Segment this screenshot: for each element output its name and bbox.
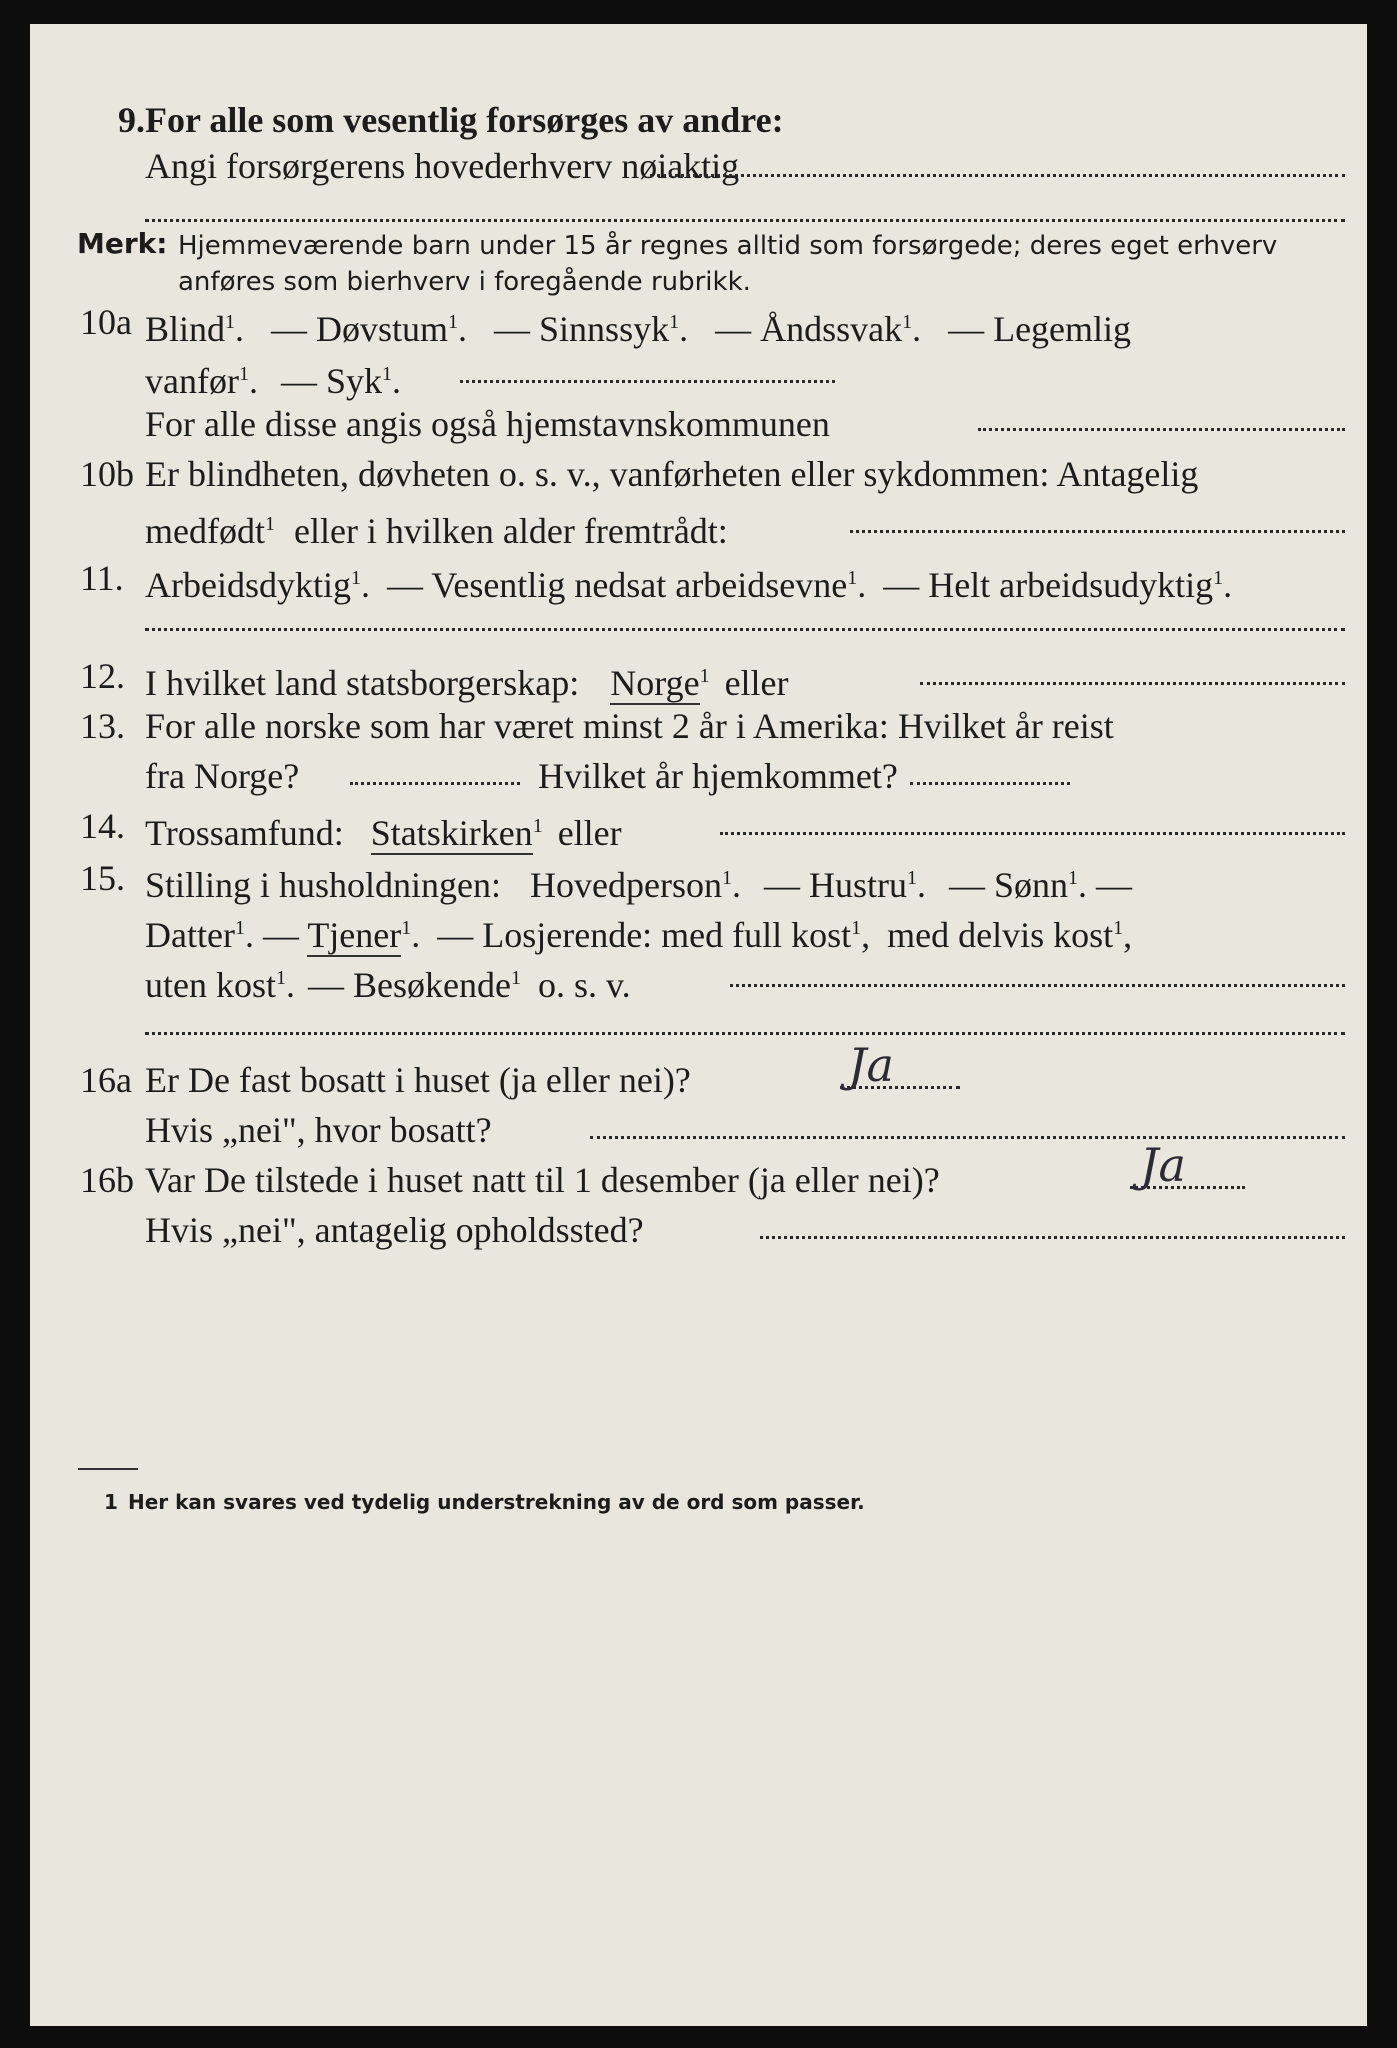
q9-answer-line[interactable] [650, 174, 1345, 177]
q16b-line-1: Var De tilstede i huset natt til 1 desember (ja eller nei)? [145, 1160, 940, 1200]
footnote-ref: 1 [721, 867, 732, 889]
q9-prompt: Angi forsørgerens hovederhverv nøiaktig [145, 146, 740, 186]
footnote-ref: 1 [276, 967, 286, 989]
sinnssyk-option[interactable]: — Sinnssyk [494, 309, 670, 349]
q16a-bosatt-line[interactable] [590, 1136, 1345, 1139]
footnote-ref: 1 [382, 363, 392, 385]
q12-answer-line[interactable] [920, 682, 1345, 685]
footnote-ref: 1 [847, 567, 858, 589]
q16b-number: 16b [80, 1160, 134, 1200]
census-form-page [30, 24, 1367, 2026]
footnote-ref: 1 [906, 867, 917, 889]
footnote-ref: 1 [225, 311, 236, 333]
hovedperson-option[interactable]: Hovedperson [530, 865, 722, 905]
q11-number: 11. [80, 558, 124, 598]
q14-answer-line[interactable] [720, 832, 1345, 835]
q10a-number: 10a [80, 302, 132, 342]
footnote-text: Her kan svares ved tydelig understrekning av de ord som passer. [128, 1490, 865, 1514]
q9-heading: For alle som vesentlig forsørges av andre: [145, 100, 784, 140]
q10a-line-3: For alle disse angis også hjemstavnskommunen [145, 404, 830, 444]
q12-line [145, 654, 789, 705]
q10b-line-1: Er blindheten, døvheten o. s. v., vanførheten eller sykdommen: Antagelig [145, 454, 1199, 494]
arbeidsdyktig-option[interactable]: Arbeidsdyktig [145, 565, 351, 605]
footnote-ref: 1 [699, 665, 710, 687]
footnote-ref: 1 [1113, 917, 1124, 939]
q16a-handwritten-answer: Ja [848, 1038, 894, 1092]
q10a-line-2: vanfør$^1$. — Syk$^1$. [145, 361, 401, 401]
q13-fra-label: fra Norge? [145, 756, 300, 796]
q16a-line-2: Hvis „nei", hvor bosatt? [145, 1110, 492, 1150]
footnote-ref: 1 [238, 363, 249, 385]
norge-option[interactable]: Norge [610, 663, 700, 703]
dovstum-option[interactable]: — Døvstum [271, 309, 449, 349]
andssvak-option[interactable]: — Åndssvak [715, 309, 903, 349]
footnote-ref: 1 [1213, 567, 1224, 589]
uten-kost-option[interactable]: uten kost [145, 965, 276, 1005]
q13-reist-line[interactable] [350, 782, 520, 785]
q14-text: Trossamfund: [145, 813, 344, 853]
vanfor-option[interactable]: vanfør [145, 361, 239, 401]
q15-osv: o. s. v. [537, 965, 631, 1005]
legemlig-option[interactable]: — Legemlig [948, 309, 1132, 349]
q11-answer-line[interactable] [145, 628, 1345, 631]
q16b-line-2: Hvis „nei", antagelig opholdssted? [145, 1210, 644, 1250]
q12-text: I hvilket land statsborgerskap: [145, 663, 580, 703]
q15-line-2: Datter$^1$. — Tjener$^1$. — Losjerende: med full kost$^1$, med delvis kost$^1$, [145, 915, 1133, 955]
q15-answer-line-2[interactable] [145, 1032, 1345, 1035]
q14-line [145, 804, 622, 855]
delvis-kost-option[interactable]: med delvis kost [887, 915, 1114, 955]
q13-hjem-label: Hvilket år hjemkommet? [538, 756, 898, 796]
q12-eller: eller [724, 663, 789, 703]
footnote-ref: 1 [234, 917, 245, 939]
footnote-ref: 1 [851, 917, 862, 939]
q15-answer-line[interactable] [730, 984, 1345, 987]
footnote-rule [78, 1468, 138, 1470]
q10b-number: 10b [80, 454, 134, 494]
q11-line: Arbeidsdyktig$^1$. — Vesentlig nedsat arbeidsevne$^1$. — Helt arbeidsudyktig$^1$. [145, 565, 1233, 605]
q13-line-1: For alle norske som har været minst 2 år i Amerika: Hvilket år reist [145, 706, 1114, 746]
footnote-ref: 1 [448, 311, 459, 333]
besokende-option[interactable]: — Besøkende [308, 965, 511, 1005]
merk-line-1: Hjemmeværende barn under 15 år regnes alltid som forsørgede; deres eget erhverv [178, 231, 1278, 261]
q15-text: Stilling i husholdningen: [145, 865, 502, 905]
q16a-line-1: Er De fast bosatt i huset (ja eller nei)? [145, 1060, 691, 1100]
q16a-number: 16a [80, 1060, 132, 1100]
q10a-syk-line[interactable] [460, 380, 835, 383]
q15-line-1: Stilling i husholdningen: Hovedperson$^1$. — Hustru$^1$. — Sønn$^1$. — [145, 865, 1133, 905]
footnote-ref: 1 [669, 311, 680, 333]
blind-option[interactable]: Blind [145, 309, 226, 349]
footnote-ref: 1 [401, 917, 412, 939]
q9-answer-line-2[interactable] [145, 219, 1345, 222]
q15-number: 15. [80, 858, 125, 898]
syk-option[interactable]: — Syk [280, 361, 382, 401]
q13-hjem-line[interactable] [910, 782, 1070, 785]
footnote-mark: 1 [104, 1490, 118, 1514]
hustru-option[interactable]: — Hustru [763, 865, 907, 905]
q10b-answer-line[interactable] [850, 530, 1345, 533]
q16b-opholdssted-line[interactable] [760, 1236, 1345, 1239]
merk-line-2: anføres som bierhverv i foregående rubrikk. [178, 267, 751, 297]
footnote-ref: 1 [1068, 867, 1079, 889]
q16b-handwritten-answer: Ja [1140, 1138, 1186, 1192]
q10b-line-2 [145, 502, 728, 553]
footnote-ref: 1 [532, 815, 543, 837]
q15-line-3: uten kost$^1$. — Besøkende$^1$ o. s. v. [145, 965, 631, 1005]
nedsat-option[interactable]: — Vesentlig nedsat arbeidsevne [386, 565, 848, 605]
footnote-ref: 1 [264, 513, 275, 535]
datter-option[interactable]: Datter [145, 915, 235, 955]
udyktig-option[interactable]: — Helt arbeidsudyktig [883, 565, 1214, 605]
q9-number: 9. [118, 100, 145, 140]
q10a-hjemstavn-line[interactable] [978, 428, 1345, 431]
q13-number: 13. [80, 706, 125, 746]
statskirken-option[interactable]: Statskirken [370, 813, 533, 853]
footnote-ref: 1 [510, 967, 521, 989]
q12-number: 12. [80, 656, 125, 696]
q14-eller: eller [557, 813, 622, 853]
merk-label: Merk: [77, 227, 168, 260]
q10b-line-2-text: eller i hvilken alder fremtrådt: [293, 511, 728, 551]
sonn-option[interactable]: — Sønn [948, 865, 1069, 905]
footnote-ref: 1 [350, 567, 361, 589]
footnote-ref: 1 [902, 311, 913, 333]
q14-number: 14. [80, 806, 125, 846]
losjerende-option[interactable]: — Losjerende: med full kost [437, 915, 852, 955]
medfodt-option[interactable]: medfødt [145, 511, 265, 551]
q10a-line-1: Blind$^1$. — Døvstum$^1$. — Sinnssyk$^1$. — Åndssvak$^1$. — Legemlig [145, 309, 1132, 349]
tjener-option[interactable]: Tjener [307, 915, 402, 955]
